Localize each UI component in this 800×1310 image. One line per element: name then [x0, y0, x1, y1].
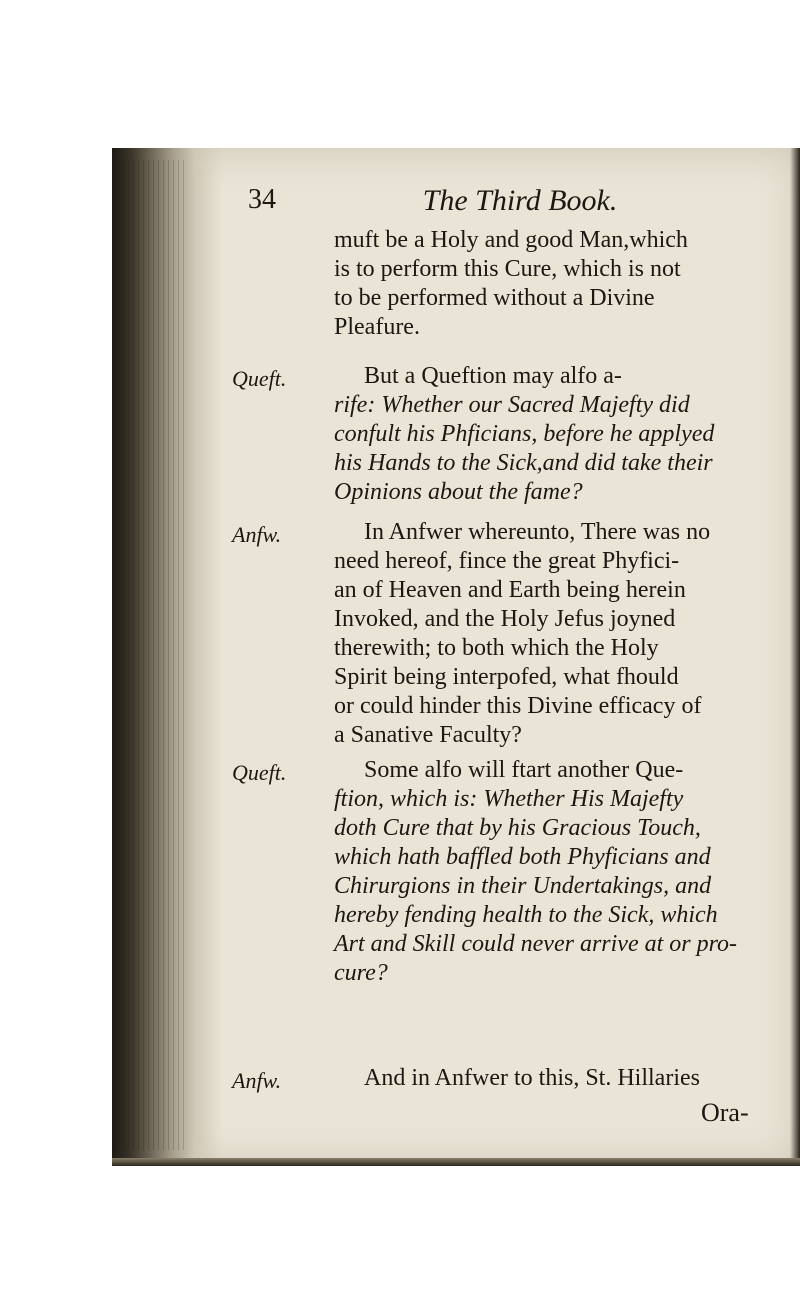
text-line: ftion, which is: Whether His Majefty — [334, 786, 684, 812]
margin-label-answer: Anfw. — [232, 1068, 282, 1093]
text-line: which hath baffled both Phyficians and — [334, 844, 711, 870]
margin-label-answer: Anfw. — [232, 522, 282, 547]
page-number: 34 — [248, 184, 276, 215]
text-line: is to perform this Cure, which is not — [334, 256, 681, 282]
text-line: Chirurgions in their Undertakings, and — [334, 873, 712, 899]
text-line: muft be a Holy and good Man,which — [334, 227, 688, 253]
text-line: confult his Phficians, before he applyed — [334, 421, 715, 447]
text-line: or could hinder this Divine efficacy of — [334, 693, 702, 719]
text-line: doth Cure that by his Gracious Touch, — [334, 815, 701, 841]
text-line: And in Anfwer to this, St. Hillaries — [364, 1065, 700, 1091]
text-line: his Hands to the Sick,and did take their — [334, 450, 713, 476]
text-line: In Anfwer whereunto, There was no — [364, 519, 711, 545]
text-line: Spirit being interpofed, what fhould — [334, 664, 679, 690]
text-line: rife: Whether our Sacred Majefty did — [334, 392, 690, 418]
scan-background — [0, 0, 800, 150]
paragraph-4 — [334, 756, 770, 988]
text-line: Opinions about the fame? — [334, 479, 583, 505]
text-line: hereby fending health to the Sick, which — [334, 902, 718, 928]
text-line: a Sanative Faculty? — [334, 722, 522, 748]
text-line: need hereof, fince the great Phyfici- — [334, 548, 680, 574]
text-line: Invoked, and the Holy Jefus joyned — [334, 606, 676, 632]
catchword: Ora- — [701, 1098, 749, 1127]
page-right-edge — [790, 148, 800, 1166]
text-line: cure? — [334, 960, 388, 986]
paragraph-2 — [334, 362, 770, 507]
margin-label-question: Queft. — [232, 366, 287, 391]
text-line: to be performed without a Divine — [334, 285, 655, 311]
paragraph-1 — [334, 226, 770, 342]
text-line: But a Queftion may alfo a- — [364, 363, 622, 389]
text-line: therewith; to both which the Holy — [334, 635, 659, 661]
text-line: Some alfo will ftart another Que- — [364, 757, 684, 783]
paragraph-5 — [334, 1064, 770, 1093]
page-bottom-edge — [112, 1158, 800, 1166]
margin-label-question: Queft. — [232, 760, 287, 785]
text-line: Art and Skill could never arrive at or pro- — [334, 931, 738, 957]
gutter-page-edges — [118, 160, 188, 1150]
running-head: The Third Book. — [422, 184, 618, 217]
text-line: an of Heaven and Earth being herein — [334, 577, 686, 603]
text-line: Pleafure. — [334, 314, 420, 340]
paragraph-3 — [334, 518, 770, 750]
